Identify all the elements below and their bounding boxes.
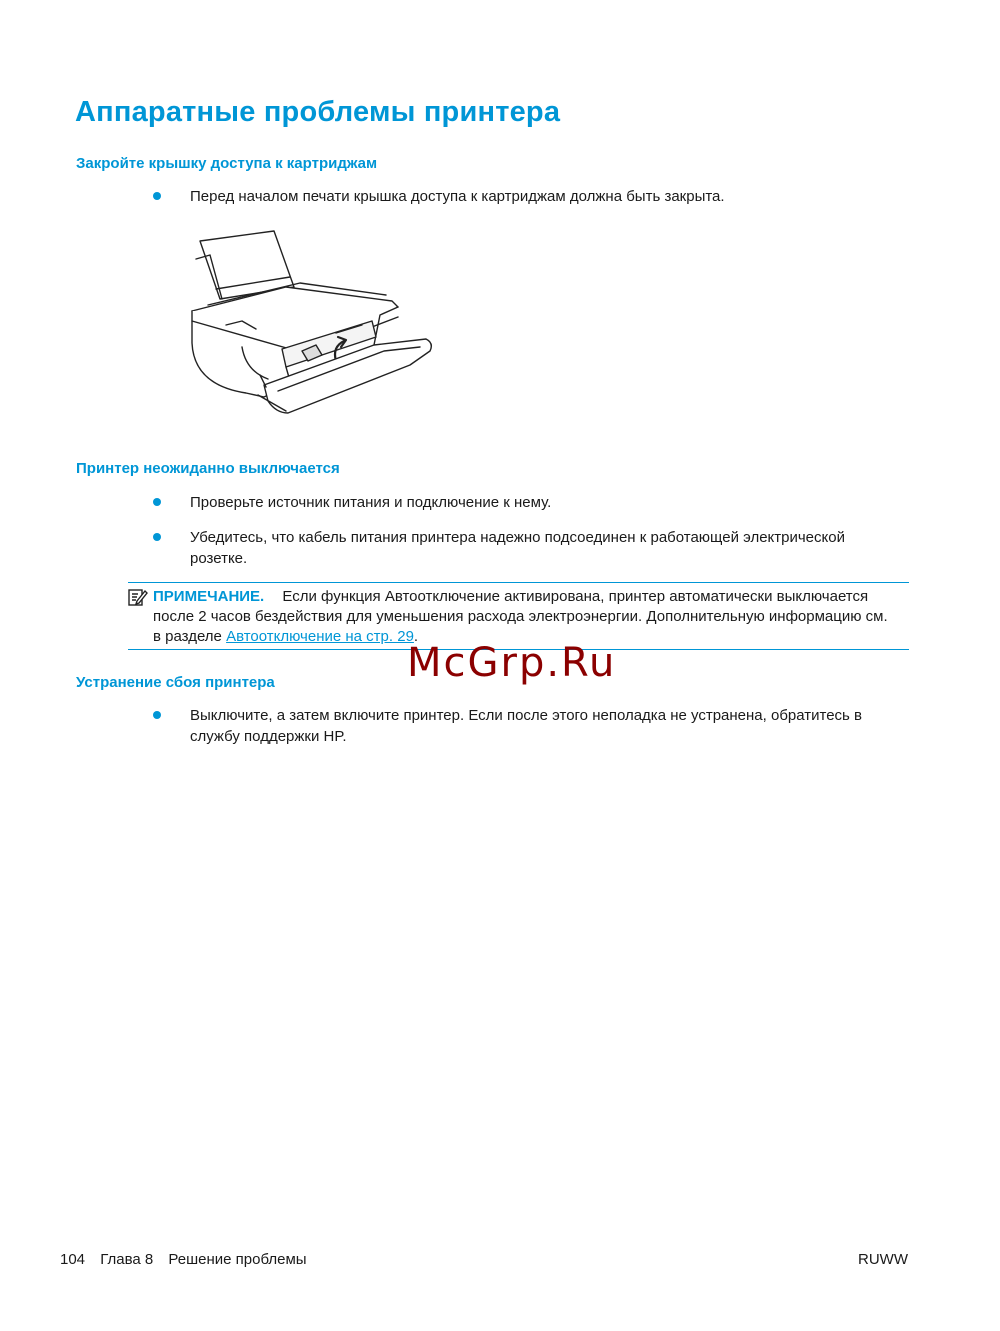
list-item-text: Проверьте источник питания и подключение к нему. bbox=[190, 494, 552, 511]
page-number: 104 bbox=[60, 1251, 86, 1268]
list-item bbox=[153, 492, 893, 513]
bullet-icon bbox=[153, 192, 161, 200]
bullet-icon bbox=[153, 498, 161, 506]
printer-illustration bbox=[186, 225, 438, 415]
page-footer bbox=[60, 1251, 318, 1268]
watermark: McGrp.Ru bbox=[407, 640, 617, 686]
section-heading-close-cover: Закройте крышку доступа к картриджам bbox=[76, 155, 378, 172]
locale-code: RUWW bbox=[858, 1251, 908, 1268]
bullet-icon bbox=[153, 533, 161, 541]
chapter-title: Решение проблемы bbox=[168, 1251, 307, 1268]
bullet-icon bbox=[153, 711, 161, 719]
note-text-end: . bbox=[413, 628, 419, 645]
note-link-auto-off[interactable]: Автоотключение на стр. 29 bbox=[226, 628, 414, 645]
list-item bbox=[153, 186, 893, 207]
list-item bbox=[153, 527, 893, 569]
note-text: Если функция Автоотключение активирована, принтер автоматически выключается после 2 часов бездействия для уменьшения расхода электроэнергии. Дополнительную информацию см. в разделе bbox=[153, 588, 888, 645]
note-pencil-icon bbox=[128, 587, 148, 607]
note-body bbox=[153, 587, 898, 647]
list-item-text: Перед началом печати крышка доступа к картриджам должна быть закрыта. bbox=[190, 188, 725, 205]
page-title: Аппаратные проблемы принтера bbox=[75, 96, 561, 128]
note-label: ПРИМЕЧАНИЕ. bbox=[153, 588, 265, 605]
list-item bbox=[153, 705, 893, 747]
list-item-text: Убедитесь, что кабель питания принтера надежно подсоединен к работающей электрической розетке. bbox=[190, 529, 845, 567]
list-item-text: Выключите, а затем включите принтер. Если после этого неполадка не устранена, обратитесь в службу поддержки HP. bbox=[190, 707, 863, 745]
chapter-label: Глава 8 bbox=[100, 1251, 154, 1268]
section-heading-printer-failure: Устранение сбоя принтера bbox=[76, 674, 275, 691]
section-heading-unexpected-off: Принтер неожиданно выключается bbox=[76, 460, 340, 477]
